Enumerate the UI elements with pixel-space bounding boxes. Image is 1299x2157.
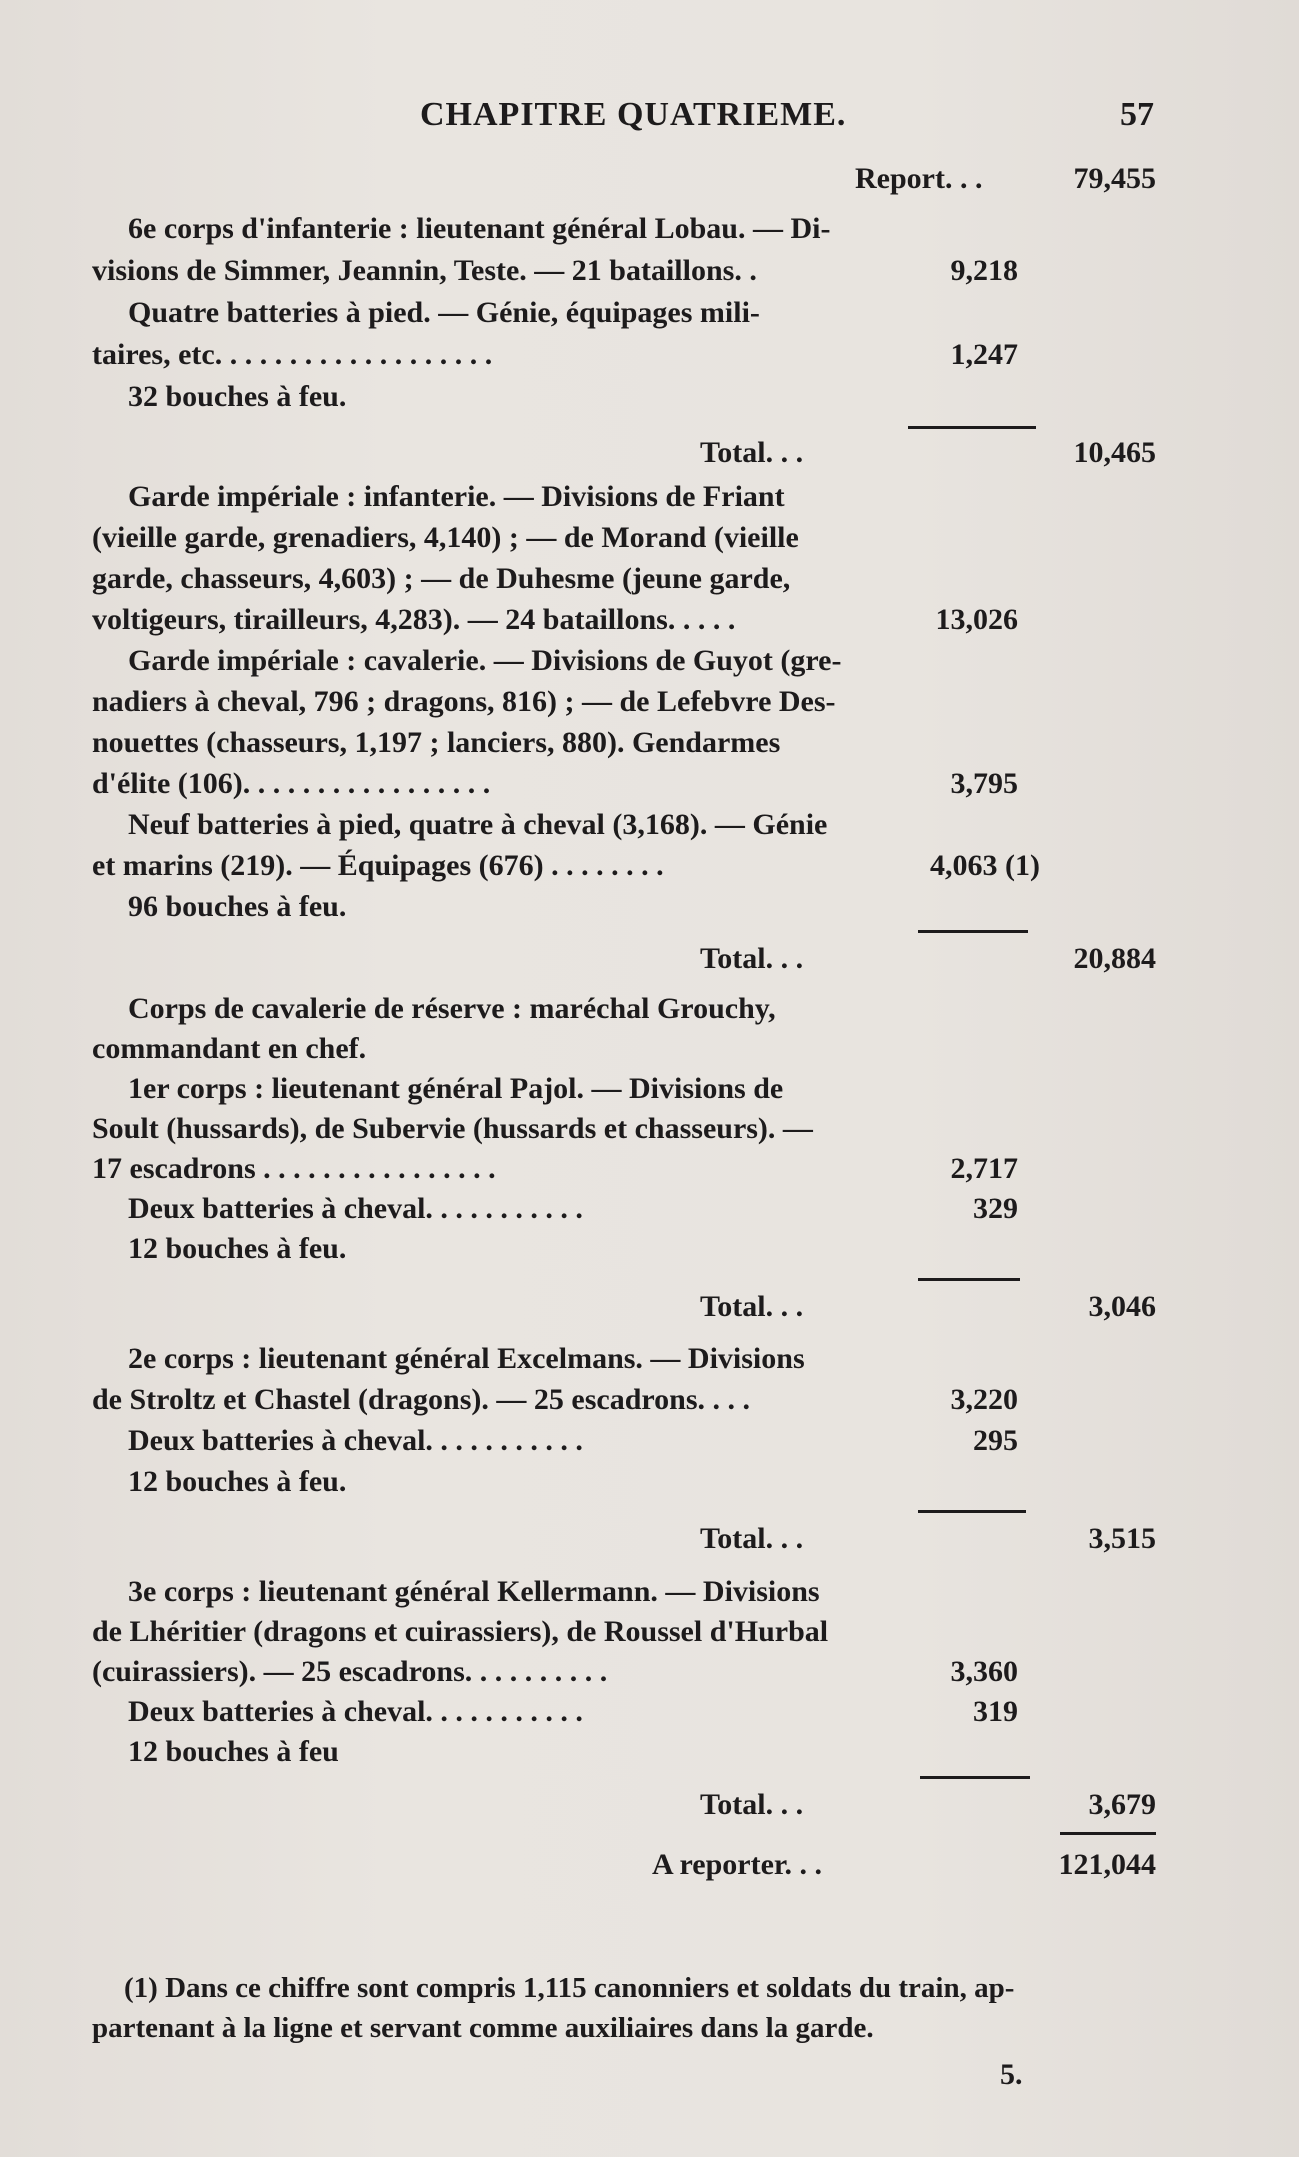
reporter-value: 121,044 xyxy=(1058,1848,1156,1881)
chapter-title: CHAPITRE QUATRIEME. xyxy=(420,96,847,133)
value: 3,360 xyxy=(950,1655,1018,1688)
value: 295 xyxy=(973,1424,1018,1457)
page-header xyxy=(0,96,1299,146)
sum-rule xyxy=(1060,1832,1156,1835)
total-value: 3,515 xyxy=(1088,1522,1156,1555)
reporter-label: A reporter. . . xyxy=(652,1848,822,1881)
book-page: CHAPITRE QUATRIEME. 57 Report. . . 79,455 6e corps d'infanterie : lieutenant général Lobau. — Di- visions de Simmer, Jeannin, Teste. — 21 bataillons. . 9,218 Quatre batteries à pied. — Génie, équipages mili- taires, etc. . . . . . . . . . . . . . . . . . . 1,247 32 bouches à feu. Total. . . 10,465 Garde impériale : infanterie. — Divisions de Friant (vieille garde, grenadiers, 4,140) ; — de Morand (vieille garde, chasseurs, 4,603) ; — de Duhesme (jeune garde, voltigeurs, tirailleurs, 4,283). — 24 bataillons. . . . . 13,026 Garde impériale : cavalerie. — Divisions de Guyot (gre- nadiers à cheval, 796 ; dragons, 816) ; — de Lefebvre Des- nouettes (chasseurs, 1,197 ; lanciers, 880). Gendarmes d'élite (106). . . . . . . . . . . . . . . . . 3,795 Neuf batteries à pied, quatre à cheval (3,168). — Génie et marins (219). — Équipages (676) . . . . . . . . 4,063 (1) 96 bouches à feu. Total. . . 20,884 Corps de cavalerie de réserve : maréchal Grouchy, commandant en chef. 1er corps : lieutenant général Pajol. — Divisions de Soult (hussards), de Subervie (hussards et chasseurs). — 17 escadrons . . . . . . . . . . . . . . . . 2,717 Deux batteries à cheval. . . . . . . . . . . 329 12 bouches à feu. Total. . . 3,046 2e corps : lieutenant général Excelmans. — Divisions de Stroltz et Chastel (dragons). — 25 escadrons. . . . 3,220 Deux batteries à cheval. . . . . . . . . . . 295 12 bouches à feu. Total. . . 3,515 3e corps : lieutenant général Kellermann. — Divisions de Lhéritier (dragons et cuirassiers), de Roussel d'Hurbal (cuirassiers). — 25 escadrons. . . . . . . . . . 3,360 Deux batteries à cheval. . . . . . . . . . . 319 12 bouches à feu Total. . . 3,679 A reporter. . . 121,044 (1) Dans ce chiffre sont compris 1,115 canonniers et soldats du train, ap- partenant à la ligne et servant comme auxiliaires dans la garde. 5. xyxy=(0,0,1299,2157)
value: 3,795 xyxy=(950,767,1018,800)
sum-rule xyxy=(918,1510,1026,1513)
report-value: 79,455 xyxy=(1073,162,1156,195)
value: 9,218 xyxy=(950,254,1018,287)
value: 329 xyxy=(973,1192,1018,1225)
total-value: 10,465 xyxy=(1073,436,1156,469)
value: 2,717 xyxy=(950,1152,1018,1185)
value: 13,026 xyxy=(935,603,1018,636)
sum-rule xyxy=(918,1278,1020,1281)
signature-mark: 5. xyxy=(1000,2058,1023,2091)
value: 3,220 xyxy=(950,1383,1018,1416)
footnote xyxy=(92,1968,1162,2048)
report-label: Report. . . xyxy=(855,162,983,195)
value: 4,063 (1) xyxy=(930,849,1040,882)
total-value: 3,679 xyxy=(1088,1788,1156,1821)
footnote-line: (1) Dans ce chiffre sont compris 1,115 canonniers et soldats du train, ap- xyxy=(124,1972,1015,2004)
value: 319 xyxy=(973,1695,1018,1728)
sum-rule xyxy=(918,930,1028,933)
sum-rule xyxy=(908,426,1036,429)
value: 1,247 xyxy=(950,338,1018,371)
footnote-line: partenant à la ligne et servant comme auxiliaires dans la garde. xyxy=(92,2012,874,2044)
total-value: 20,884 xyxy=(1073,942,1156,975)
sum-rule xyxy=(920,1776,1030,1779)
page-number: 57 xyxy=(1120,96,1154,133)
total-value: 3,046 xyxy=(1088,1290,1156,1323)
